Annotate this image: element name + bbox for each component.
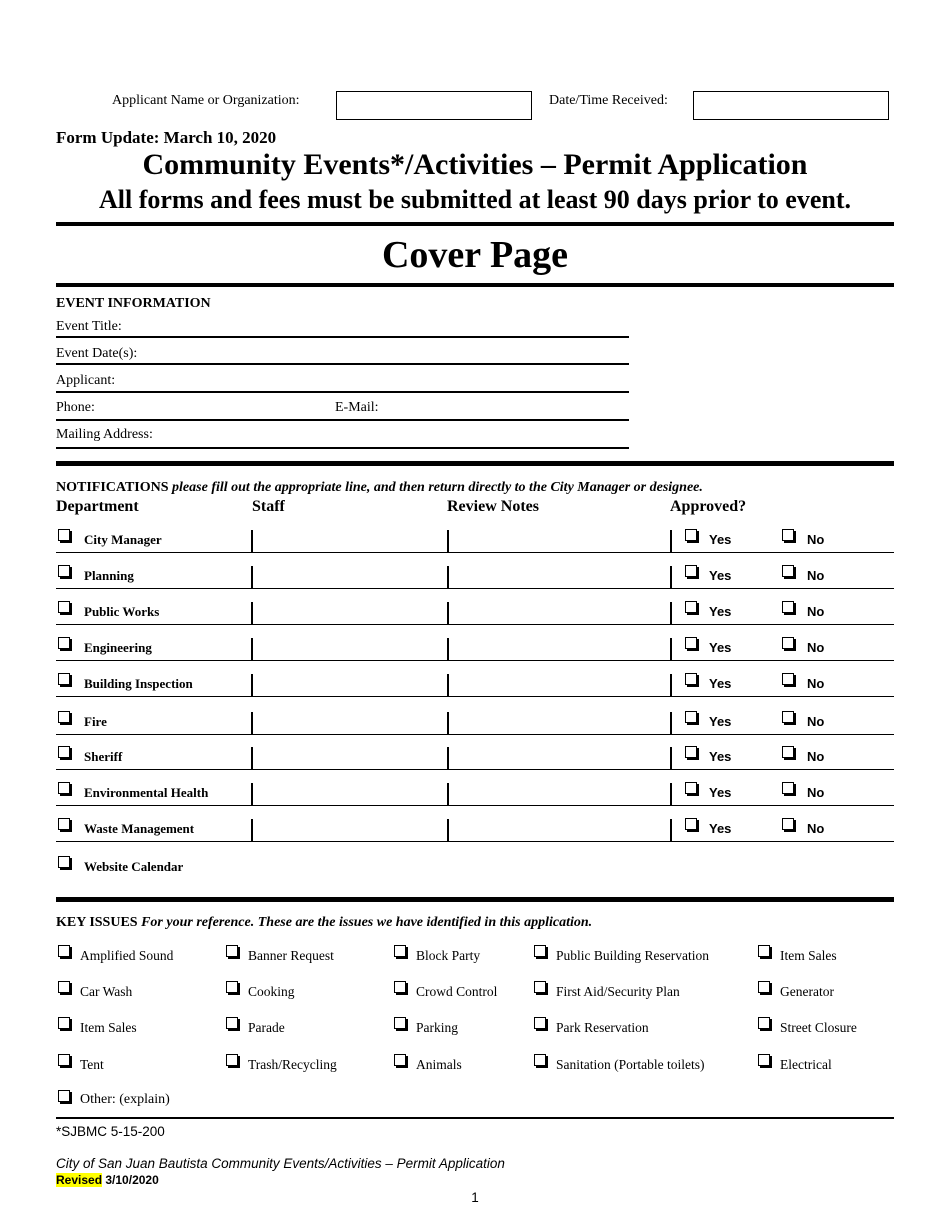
- yes-checkbox[interactable]: [685, 529, 697, 541]
- department-label: Engineering: [84, 640, 152, 655]
- row-rule: [56, 841, 894, 842]
- key-issue-label: Amplified Sound: [80, 948, 174, 963]
- department-checkbox[interactable]: [58, 746, 70, 758]
- form-update: Form Update: March 10, 2020: [56, 128, 277, 147]
- approved-divider: [670, 530, 672, 552]
- key-issue-checkbox[interactable]: [226, 1054, 238, 1066]
- key-issue-checkbox[interactable]: [534, 945, 546, 957]
- key-issue-checkbox[interactable]: [394, 1054, 406, 1066]
- applicant-label: Applicant:: [56, 373, 116, 388]
- key-issue-checkbox[interactable]: [226, 1017, 238, 1029]
- key-issue-label: Cooking: [248, 984, 295, 999]
- no-checkbox[interactable]: [782, 529, 794, 541]
- key-issue-checkbox[interactable]: [394, 945, 406, 957]
- no-label: No: [807, 532, 825, 547]
- revised-word: Revised: [56, 1173, 103, 1187]
- key-issue-label: Crowd Control: [416, 984, 498, 999]
- yes-checkbox[interactable]: [685, 746, 697, 758]
- no-label: No: [807, 821, 825, 836]
- notifications-instruction: please fill out the appropriate line, and then return directly to the City Manager or designee.: [172, 480, 703, 495]
- key-issue-label: Electrical: [780, 1057, 832, 1072]
- key-issue-label: Tent: [80, 1057, 104, 1072]
- phone-email-field[interactable]: [56, 419, 629, 421]
- yes-label: Yes: [709, 821, 732, 836]
- key-issue-checkbox[interactable]: [394, 1017, 406, 1029]
- staff-field[interactable]: [253, 709, 445, 731]
- section-rule-1: [56, 461, 894, 466]
- review-notes-field[interactable]: [449, 816, 668, 838]
- yes-checkbox[interactable]: [685, 601, 697, 613]
- yes-label: Yes: [709, 785, 732, 800]
- website-calendar-label: Website Calendar: [84, 859, 184, 874]
- key-issue-label: Banner Request: [248, 948, 334, 963]
- col-approved: Approved?: [670, 498, 747, 515]
- department-checkbox[interactable]: [58, 637, 70, 649]
- key-issue-checkbox[interactable]: [394, 981, 406, 993]
- department-label: City Manager: [84, 532, 162, 547]
- review-notes-field[interactable]: [449, 709, 668, 731]
- event-dates-field[interactable]: [56, 363, 629, 365]
- key-issue-label: Generator: [780, 984, 834, 999]
- department-checkbox[interactable]: [58, 529, 70, 541]
- department-label: Environmental Health: [84, 785, 209, 800]
- approved-divider: [670, 674, 672, 696]
- department-label: Fire: [84, 714, 107, 729]
- yes-checkbox[interactable]: [685, 782, 697, 794]
- cover-page-heading: Cover Page: [381, 234, 569, 276]
- page-subtitle: All forms and fees must be submitted at least 90 days prior to event.: [98, 185, 852, 214]
- approved-divider: [670, 747, 672, 769]
- key-issue-checkbox[interactable]: [534, 1054, 546, 1066]
- notifications-heading: NOTIFICATIONS: [56, 480, 169, 495]
- key-issue-label: First Aid/Security Plan: [556, 984, 680, 999]
- staff-field[interactable]: [253, 635, 445, 657]
- yes-label: Yes: [709, 604, 732, 619]
- department-checkbox[interactable]: [58, 818, 70, 830]
- key-issue-label: Animals: [416, 1057, 462, 1072]
- yes-checkbox[interactable]: [685, 565, 697, 577]
- mailing-address-field[interactable]: [56, 447, 629, 449]
- email-label: E-Mail:: [335, 400, 379, 415]
- no-checkbox[interactable]: [782, 637, 794, 649]
- no-checkbox[interactable]: [782, 565, 794, 577]
- yes-label: Yes: [709, 749, 732, 764]
- key-issue-label: Sanitation (Portable toilets): [556, 1057, 705, 1072]
- phone-label: Phone:: [56, 400, 95, 415]
- key-issue-label: Block Party: [416, 948, 481, 963]
- applicant-name-label: Applicant Name or Organization:: [112, 93, 300, 108]
- department-label: Building Inspection: [84, 676, 193, 691]
- page-title: Community Events*/Activities – Permit Application: [142, 148, 808, 181]
- key-issues-heading: KEY ISSUES: [56, 915, 138, 930]
- page-number: 1: [471, 1190, 479, 1205]
- department-checkbox[interactable]: [58, 565, 70, 577]
- key-issue-label: Car Wash: [80, 984, 133, 999]
- review-notes-field[interactable]: [449, 671, 668, 693]
- event-title-label: Event Title:: [56, 319, 122, 334]
- approved-divider: [670, 712, 672, 734]
- row-rule: [56, 624, 894, 625]
- staff-field[interactable]: [253, 816, 445, 838]
- yes-label: Yes: [709, 640, 732, 655]
- col-staff: Staff: [252, 498, 285, 515]
- other-checkbox[interactable]: [58, 1090, 70, 1102]
- event-info-heading: EVENT INFORMATION: [56, 296, 211, 311]
- key-issue-checkbox[interactable]: [226, 945, 238, 957]
- col-department: Department: [56, 498, 139, 515]
- yes-checkbox[interactable]: [685, 673, 697, 685]
- revised-line: [56, 1173, 159, 1187]
- yes-label: Yes: [709, 676, 732, 691]
- key-issues-instruction: For your reference. These are the issues we have identified in this application.: [141, 915, 593, 930]
- no-checkbox[interactable]: [782, 782, 794, 794]
- key-issue-label: Street Closure: [780, 1020, 857, 1035]
- key-issue-checkbox[interactable]: [758, 1017, 770, 1029]
- review-notes-field[interactable]: [449, 599, 668, 621]
- key-issue-label: Item Sales: [780, 948, 837, 963]
- row-rule: [56, 734, 894, 735]
- date-received-input[interactable]: [693, 91, 889, 120]
- yes-checkbox[interactable]: [685, 818, 697, 830]
- event-dates-label: Event Date(s):: [56, 346, 138, 361]
- yes-checkbox[interactable]: [685, 711, 697, 723]
- key-issue-checkbox[interactable]: [758, 945, 770, 957]
- department-label: Waste Management: [84, 821, 195, 836]
- municipal-code: *SJBMC 5-15-200: [56, 1124, 165, 1139]
- key-issue-label: Park Reservation: [556, 1020, 649, 1035]
- department-label: Public Works: [84, 604, 160, 619]
- key-issue-checkbox[interactable]: [534, 981, 546, 993]
- no-label: No: [807, 676, 825, 691]
- revised-date: 3/10/2020: [105, 1173, 159, 1187]
- department-label: Planning: [84, 568, 134, 583]
- other-label: Other: (explain): [80, 1092, 170, 1107]
- yes-label: Yes: [709, 568, 732, 583]
- no-label: No: [807, 714, 825, 729]
- cover-rule: [56, 283, 894, 287]
- mailing-address-label: Mailing Address:: [56, 427, 153, 442]
- key-issue-label: Trash/Recycling: [248, 1057, 337, 1072]
- key-issue-checkbox[interactable]: [534, 1017, 546, 1029]
- key-issue-label: Parade: [248, 1020, 285, 1035]
- row-rule: [56, 696, 894, 697]
- row-rule: [56, 769, 894, 770]
- key-issue-checkbox[interactable]: [758, 1054, 770, 1066]
- key-issue-checkbox[interactable]: [58, 981, 70, 993]
- no-label: No: [807, 749, 825, 764]
- key-issue-label: Public Building Reservation: [556, 948, 709, 963]
- yes-checkbox[interactable]: [685, 637, 697, 649]
- no-checkbox[interactable]: [782, 746, 794, 758]
- no-label: No: [807, 604, 825, 619]
- notifications-heading-line: [56, 480, 703, 496]
- approved-divider: [670, 638, 672, 660]
- no-checkbox[interactable]: [782, 673, 794, 685]
- approved-divider: [670, 819, 672, 841]
- event-title-field[interactable]: [56, 336, 629, 338]
- approved-divider: [670, 602, 672, 624]
- no-checkbox[interactable]: [782, 711, 794, 723]
- department-label: Sheriff: [84, 749, 123, 764]
- staff-field[interactable]: [253, 671, 445, 693]
- staff-field[interactable]: [253, 599, 445, 621]
- applicant-name-input[interactable]: [336, 91, 532, 120]
- row-rule: [56, 588, 894, 589]
- review-notes-field[interactable]: [449, 563, 668, 585]
- department-checkbox[interactable]: [58, 711, 70, 723]
- department-checkbox[interactable]: [58, 782, 70, 794]
- staff-field[interactable]: [253, 563, 445, 585]
- approved-divider: [670, 783, 672, 805]
- staff-field[interactable]: [253, 780, 445, 802]
- key-issue-checkbox[interactable]: [58, 1054, 70, 1066]
- no-checkbox[interactable]: [782, 818, 794, 830]
- key-issue-checkbox[interactable]: [758, 981, 770, 993]
- key-issues-heading-line: [56, 915, 592, 931]
- no-label: No: [807, 640, 825, 655]
- title-rule: [56, 222, 894, 226]
- row-rule: [56, 660, 894, 661]
- no-label: No: [807, 568, 825, 583]
- row-rule: [56, 552, 894, 553]
- key-issue-label: Item Sales: [80, 1020, 137, 1035]
- footer-rule: [56, 1117, 894, 1119]
- col-review-notes: Review Notes: [447, 498, 539, 515]
- applicant-field[interactable]: [56, 391, 629, 393]
- review-notes-field[interactable]: [449, 527, 668, 549]
- review-notes-field[interactable]: [449, 780, 668, 802]
- no-checkbox[interactable]: [782, 601, 794, 613]
- key-issue-label: Parking: [416, 1020, 458, 1035]
- staff-field[interactable]: [253, 527, 445, 549]
- staff-field[interactable]: [253, 744, 445, 766]
- yes-label: Yes: [709, 532, 732, 547]
- key-issue-checkbox[interactable]: [58, 945, 70, 957]
- yes-label: Yes: [709, 714, 732, 729]
- review-notes-field[interactable]: [449, 635, 668, 657]
- no-label: No: [807, 785, 825, 800]
- footer-doc-title: City of San Juan Bautista Community Events/Activities – Permit Application: [56, 1156, 505, 1171]
- approved-divider: [670, 566, 672, 588]
- website-calendar-checkbox[interactable]: [58, 856, 70, 868]
- key-issue-checkbox[interactable]: [58, 1017, 70, 1029]
- key-issue-checkbox[interactable]: [226, 981, 238, 993]
- row-rule: [56, 805, 894, 806]
- department-checkbox[interactable]: [58, 673, 70, 685]
- section-rule-2: [56, 897, 894, 902]
- date-received-label: Date/Time Received:: [549, 93, 668, 108]
- review-notes-field[interactable]: [449, 744, 668, 766]
- department-checkbox[interactable]: [58, 601, 70, 613]
